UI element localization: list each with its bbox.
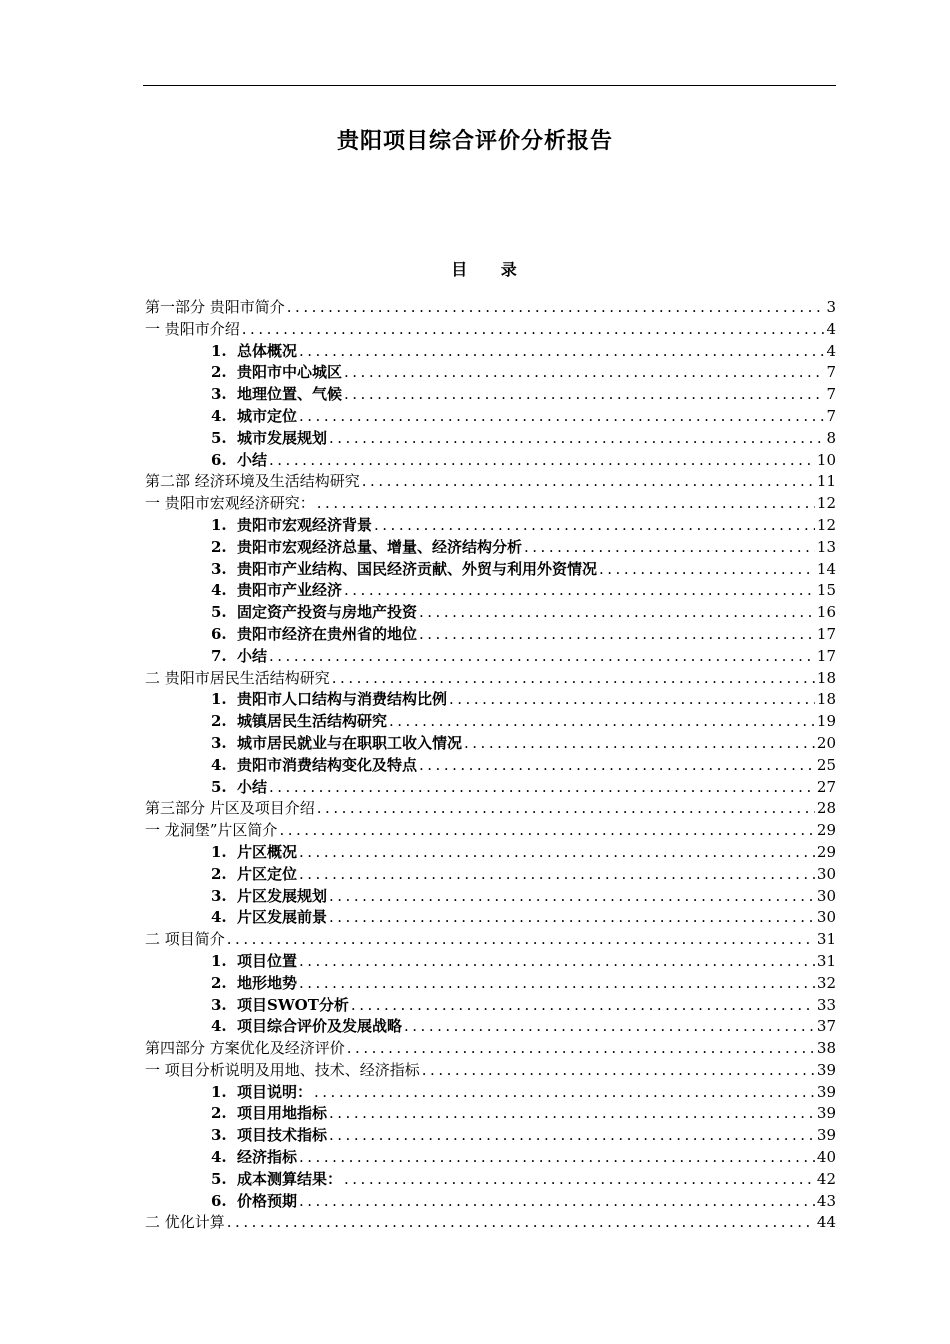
toc-entry-text: 项目技术指标 [237, 1126, 328, 1145]
toc-dot-leader [314, 1082, 815, 1104]
toc-subentry[interactable] [145, 1103, 836, 1125]
toc-entry[interactable] [145, 668, 836, 690]
toc-page-number: 12 [816, 515, 836, 534]
toc-dot-leader [347, 1038, 815, 1060]
toc-page-number: 33 [816, 995, 836, 1014]
toc-dot-leader [299, 1147, 815, 1169]
toc-entry-text: 贵阳市人口结构与消费结构比例 [237, 690, 448, 709]
toc-entry-text: 项目位置 [237, 951, 298, 970]
toc-dot-leader [344, 580, 815, 602]
toc-entry-text: 一 贵阳市宏观经济研究： [145, 494, 315, 513]
toc-subentry[interactable] [145, 711, 836, 733]
toc-entry-number: 5. [211, 428, 227, 447]
toc-dot-leader [419, 602, 815, 624]
toc-entry-number: 6. [211, 450, 227, 469]
toc-entry-text: 项目SWOT分析 [237, 995, 349, 1014]
toc-dot-leader [329, 907, 815, 929]
toc-entry-label [145, 493, 315, 515]
toc-dot-leader [269, 450, 815, 472]
toc-page-number: 25 [816, 755, 836, 774]
toc-entry-text: 总体概况 [237, 341, 298, 360]
toc-subentry[interactable] [145, 995, 836, 1017]
toc-entry-label [211, 951, 297, 973]
toc-dot-leader [227, 929, 815, 951]
toc-entry-number: 2. [211, 864, 227, 883]
toc-entry-text: 一 龙洞堡”片区简介 [145, 821, 278, 840]
toc-subentry[interactable] [145, 733, 836, 755]
toc-subentry[interactable] [145, 1147, 836, 1169]
toc-dot-leader [464, 733, 815, 755]
toc-entry-number: 5. [211, 603, 227, 622]
toc-dot-leader [227, 1212, 815, 1234]
toc-page-number: 39 [816, 1082, 836, 1101]
toc-entry-label [211, 689, 447, 711]
toc-page-number: 11 [816, 472, 836, 491]
toc-dot-leader [374, 515, 815, 537]
toc-entry-number: 2. [211, 363, 227, 382]
table-of-contents [145, 297, 836, 1234]
header-rule [143, 85, 836, 86]
toc-dot-leader [344, 362, 824, 384]
toc-subentry[interactable] [145, 580, 836, 602]
toc-entry-label [211, 995, 349, 1017]
toc-subentry[interactable] [145, 755, 836, 777]
toc-entry-number: 1. [211, 1082, 227, 1101]
toc-page-number: 31 [816, 951, 836, 970]
toc-entry-label [211, 1191, 297, 1213]
toc-entry-text: 贵阳市中心城区 [237, 363, 343, 382]
toc-dot-leader [299, 864, 815, 886]
toc-page-number: 44 [816, 1213, 836, 1232]
toc-entry[interactable] [145, 1060, 836, 1082]
toc-page-number: 4 [826, 341, 836, 360]
toc-entry-label [211, 711, 387, 733]
toc-entry[interactable] [145, 493, 836, 515]
toc-entry-number: 4. [211, 406, 227, 425]
toc-dot-leader [299, 973, 815, 995]
toc-entry-label [145, 668, 330, 690]
toc-page-number: 30 [816, 864, 836, 883]
toc-entry[interactable] [145, 1038, 836, 1060]
toc-page-number: 29 [816, 821, 836, 840]
toc-entry-number: 3. [211, 733, 227, 752]
toc-entry-text: 项目说明： [237, 1082, 313, 1101]
toc-subentry[interactable] [145, 406, 836, 428]
toc-subentry[interactable] [145, 1169, 836, 1191]
toc-subentry[interactable] [145, 362, 836, 384]
toc-page-number: 17 [816, 646, 836, 665]
toc-subentry[interactable] [145, 537, 836, 559]
toc-dot-leader [279, 820, 814, 842]
toc-page-number: 4 [826, 319, 836, 338]
toc-subentry[interactable] [145, 864, 836, 886]
toc-page-number: 20 [816, 733, 836, 752]
toc-entry-number: 4. [211, 1017, 227, 1036]
toc-subentry[interactable] [145, 1082, 836, 1104]
toc-entry-label [145, 929, 225, 951]
toc-entry-text: 片区发展规划 [237, 886, 328, 905]
toc-entry-label [211, 886, 327, 908]
toc-entry-text: 价格预期 [237, 1191, 298, 1210]
toc-subentry[interactable] [145, 777, 836, 799]
toc-subentry[interactable] [145, 886, 836, 908]
toc-page-number: 14 [816, 559, 836, 578]
toc-entry-label [145, 1060, 420, 1082]
toc-entry-label [211, 755, 417, 777]
toc-entry-label [211, 624, 417, 646]
toc-dot-leader [269, 646, 815, 668]
toc-subentry[interactable] [145, 907, 836, 929]
toc-page-number: 7 [826, 385, 836, 404]
toc-dot-leader [351, 995, 815, 1017]
toc-entry-label [211, 1169, 342, 1191]
toc-entry-label [211, 646, 267, 668]
toc-entry-text: 二 项目简介 [145, 930, 225, 949]
toc-entry[interactable] [145, 820, 836, 842]
toc-page-number: 30 [816, 886, 836, 905]
toc-dot-leader [524, 537, 815, 559]
toc-entry-label [211, 537, 522, 559]
toc-dot-leader [419, 624, 815, 646]
toc-subentry[interactable] [145, 602, 836, 624]
toc-subentry[interactable] [145, 341, 836, 363]
toc-entry[interactable] [145, 297, 836, 319]
toc-dot-leader [299, 406, 824, 428]
toc-entry-text: 项目综合评价及发展战略 [237, 1017, 403, 1036]
toc-entry-number: 2. [211, 712, 227, 731]
toc-entry-text: 贵阳市宏观经济背景 [237, 515, 373, 534]
toc-entry-text: 小结 [237, 450, 268, 469]
toc-entry-text: 固定资产投资与房地产投资 [237, 603, 418, 622]
toc-page-number: 7 [826, 406, 836, 425]
toc-entry-label [145, 1212, 225, 1234]
toc-entry-text: 贵阳市产业结构、国民经济贡献、外贸与利用外资情况 [237, 559, 598, 578]
toc-page-number: 38 [816, 1039, 836, 1058]
toc-dot-leader [329, 1125, 815, 1147]
toc-subentry[interactable] [145, 1191, 836, 1213]
toc-subentry[interactable] [145, 646, 836, 668]
toc-entry-text: 一 项目分析说明及用地、技术、经济指标 [145, 1060, 420, 1079]
toc-entry-text: 贵阳市消费结构变化及特点 [237, 755, 418, 774]
toc-dot-leader [419, 755, 815, 777]
toc-entry-text: 城镇居民生活结构研究 [237, 712, 388, 731]
toc-entry-label [145, 471, 360, 493]
toc-page-number: 39 [816, 1060, 836, 1079]
toc-entry-text: 二 贵阳市居民生活结构研究 [145, 668, 330, 687]
toc-dot-leader [362, 471, 815, 493]
toc-entry-number: 6. [211, 1191, 227, 1210]
toc-entry-number: 1. [211, 515, 227, 534]
toc-page-number: 17 [816, 624, 836, 643]
toc-entry-label [211, 515, 372, 537]
toc-dot-leader [389, 711, 815, 733]
toc-page-number: 40 [816, 1148, 836, 1167]
toc-entry[interactable] [145, 798, 836, 820]
toc-entry-number: 2. [211, 537, 227, 556]
toc-entry-number: 3. [211, 559, 227, 578]
toc-entry-label [211, 580, 342, 602]
toc-page-number: 7 [826, 363, 836, 382]
toc-page-number: 18 [816, 668, 836, 687]
toc-page-number: 28 [816, 799, 836, 818]
toc-page-number: 15 [816, 581, 836, 600]
toc-entry[interactable] [145, 929, 836, 951]
toc-dot-leader [299, 842, 815, 864]
toc-entry-text: 成本测算结果： [237, 1169, 343, 1188]
toc-entry-label [145, 820, 277, 842]
toc-entry-label [211, 864, 297, 886]
toc-dot-leader [317, 798, 815, 820]
toc-entry[interactable] [145, 319, 836, 341]
toc-entry-label [145, 798, 315, 820]
toc-page-number: 18 [816, 690, 836, 709]
toc-subentry[interactable] [145, 842, 836, 864]
toc-dot-leader [599, 559, 815, 581]
toc-entry-text: 第一部分 贵阳市简介 [145, 298, 285, 316]
toc-subentry[interactable] [145, 559, 836, 581]
toc-entry-number: 3. [211, 995, 227, 1014]
toc-entry-number: 1. [211, 690, 227, 709]
toc-entry-label [211, 450, 267, 472]
toc-entry-number: 3. [211, 385, 227, 404]
toc-dot-leader [269, 777, 815, 799]
toc-entry-text: 地理位置、气候 [237, 385, 343, 404]
toc-entry-label [211, 1147, 297, 1169]
toc-entry-label [211, 406, 297, 428]
toc-page-number: 39 [816, 1104, 836, 1123]
toc-entry-text: 片区定位 [237, 864, 298, 883]
toc-entry-text: 片区概况 [237, 842, 298, 861]
toc-entry-number: 4. [211, 755, 227, 774]
toc-entry-text: 小结 [237, 777, 268, 796]
toc-entry-text: 第二部 经济环境及生活结构研究 [145, 472, 360, 491]
toc-dot-leader [242, 319, 825, 341]
toc-subentry[interactable] [145, 973, 836, 995]
toc-dot-leader [332, 668, 815, 690]
toc-subentry[interactable] [145, 951, 836, 973]
toc-dot-leader [299, 341, 824, 363]
toc-entry-text: 经济指标 [237, 1148, 298, 1167]
toc-entry-label [145, 1038, 345, 1060]
toc-subentry[interactable] [145, 428, 836, 450]
toc-dot-leader [299, 1191, 815, 1213]
toc-entry-label [211, 602, 417, 624]
toc-entry-number: 5. [211, 1169, 227, 1188]
toc-page-number: 42 [816, 1169, 836, 1188]
toc-entry-text: 贵阳市产业经济 [237, 581, 343, 600]
toc-entry-label [211, 733, 462, 755]
toc-entry-label [211, 842, 297, 864]
toc-entry-text: 贵阳市宏观经济总量、增量、经济结构分析 [237, 537, 523, 556]
toc-entry-number: 2. [211, 1104, 227, 1123]
toc-page-number: 12 [816, 494, 836, 513]
toc-subentry[interactable] [145, 624, 836, 646]
toc-dot-leader [344, 384, 824, 406]
toc-entry-text: 片区发展前景 [237, 908, 328, 927]
toc-entry[interactable] [145, 471, 836, 493]
toc-page-number: 27 [816, 777, 836, 796]
toc-entry-label [211, 341, 297, 363]
toc-entry-label [211, 1082, 312, 1104]
toc-page-number: 19 [816, 712, 836, 731]
toc-page-number: 39 [816, 1126, 836, 1145]
toc-entry-label [211, 973, 297, 995]
toc-dot-leader [329, 886, 815, 908]
toc-entry[interactable] [145, 1212, 836, 1234]
toc-dot-leader [299, 951, 815, 973]
toc-entry-text: 项目用地指标 [237, 1104, 328, 1123]
toc-entry-number: 6. [211, 624, 227, 643]
toc-page-number: 32 [816, 973, 836, 992]
toc-entry-label [211, 559, 597, 581]
toc-entry-text: 一 贵阳市介绍 [145, 319, 240, 338]
toc-page-number: 43 [816, 1191, 836, 1210]
toc-entry-label [211, 428, 327, 450]
toc-subentry[interactable] [145, 689, 836, 711]
toc-subentry[interactable] [145, 450, 836, 472]
toc-entry-label [145, 319, 240, 341]
toc-entry-text: 地形地势 [237, 973, 298, 992]
toc-dot-leader [422, 1060, 815, 1082]
toc-entry-label [211, 362, 342, 384]
toc-entry-number: 4. [211, 1148, 227, 1167]
toc-entry-text: 城市发展规划 [237, 428, 328, 447]
toc-page-number: 29 [816, 842, 836, 861]
toc-entry-number: 2. [211, 973, 227, 992]
toc-entry-number: 1. [211, 951, 227, 970]
toc-dot-leader [329, 1103, 815, 1125]
toc-entry-label [211, 384, 342, 406]
toc-entry-label [211, 907, 327, 929]
toc-subentry[interactable] [145, 1016, 836, 1038]
toc-dot-leader [344, 1169, 815, 1191]
toc-entry-number: 1. [211, 341, 227, 360]
toc-subentry[interactable] [145, 384, 836, 406]
toc-dot-leader [287, 297, 825, 319]
toc-entry-label [211, 1103, 327, 1125]
toc-page-number: 10 [816, 450, 836, 469]
toc-page-number: 3 [826, 298, 836, 316]
toc-page-number: 13 [816, 537, 836, 556]
toc-entry-number: 1. [211, 842, 227, 861]
toc-page-number: 8 [826, 428, 836, 447]
toc-entry-text: 第三部分 片区及项目介绍 [145, 799, 315, 818]
toc-dot-leader [404, 1016, 815, 1038]
toc-dot-leader [317, 493, 815, 515]
toc-page-number: 16 [816, 603, 836, 622]
toc-entry-number: 3. [211, 1126, 227, 1145]
toc-page-number: 31 [816, 930, 836, 949]
toc-entry-number: 5. [211, 777, 227, 796]
toc-entry-text: 小结 [237, 646, 268, 665]
toc-dot-leader [449, 689, 815, 711]
toc-entry-label [211, 777, 267, 799]
toc-entry-text: 第四部分 方案优化及经济评价 [145, 1039, 345, 1058]
toc-entry-text: 城市居民就业与在职职工收入情况 [237, 733, 463, 752]
toc-entry-label [211, 1016, 402, 1038]
toc-dot-leader [329, 428, 824, 450]
toc-entry-label [211, 1125, 327, 1147]
toc-page-number: 30 [816, 908, 836, 927]
toc-entry-number: 4. [211, 581, 227, 600]
toc-subentry[interactable] [145, 515, 836, 537]
toc-entry-number: 7. [211, 646, 227, 665]
toc-entry-number: 3. [211, 886, 227, 905]
toc-page-number: 37 [816, 1017, 836, 1036]
toc-entry-number: 4. [211, 908, 227, 927]
toc-entry-text: 城市定位 [237, 406, 298, 425]
toc-entry-label [145, 297, 285, 319]
toc-heading [0, 257, 950, 280]
toc-subentry[interactable] [145, 1125, 836, 1147]
toc-heading-text: 目 录 [451, 260, 531, 279]
toc-entry-text: 贵阳市经济在贵州省的地位 [237, 624, 418, 643]
toc-entry-text: 二 优化计算 [145, 1213, 225, 1232]
document-title: 贵阳项目综合评价分析报告 [336, 128, 613, 154]
